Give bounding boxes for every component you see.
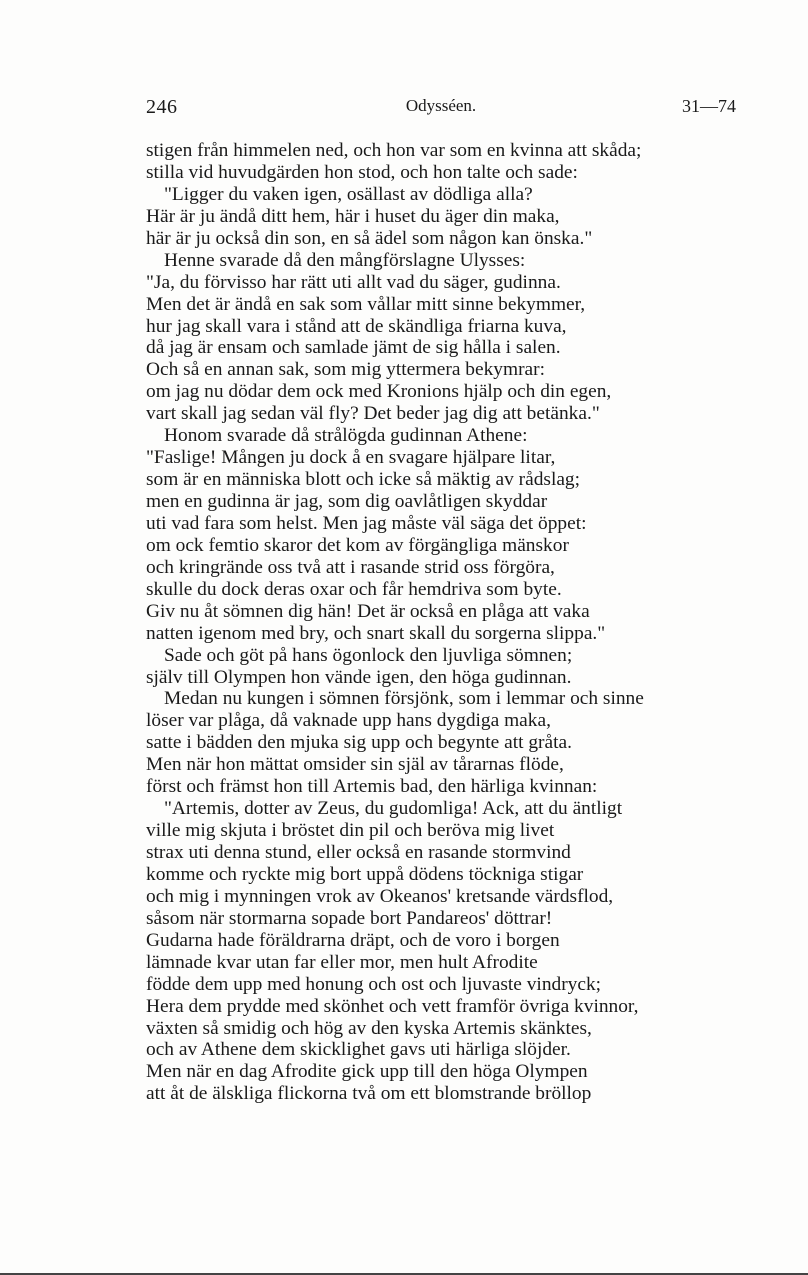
verse-line: här är ju också din son, en så ädel som någon kan önska.": [146, 227, 593, 249]
verse-text: [146, 140, 746, 1105]
verse-line: natten igenom med bry, och snart skall du sorgerna slippa.": [146, 622, 606, 644]
verse-line: Och så en annan sak, som mig yttermera bekymrar:: [146, 359, 545, 381]
verse-line: Men när hon mättat omsider sin själ av tårarnas flöde,: [146, 754, 564, 776]
verse-line: uti vad fara som helst. Men jag måste väl säga det öppet:: [146, 512, 587, 534]
verse-line: komme och ryckte mig bort uppå dödens töckniga stigar: [146, 863, 584, 885]
verse-line: Hera dem prydde med skönhet och vett framför övriga kvinnor,: [146, 995, 639, 1017]
verse-line: Sade och göt på hans ögonlock den ljuvliga sömnen;: [164, 644, 573, 666]
verse-line: stigen från himmelen ned, och hon var som en kvinna att skåda;: [146, 140, 642, 161]
verse-line: lämnade kvar utan far eller mor, men hult Afrodite: [146, 951, 538, 973]
verse-line: "Artemis, dotter av Zeus, du gudomliga! Ack, att du äntligt: [164, 798, 623, 820]
verse-line: då jag är ensam och samlade jämt de sig hålla i salen.: [146, 337, 561, 359]
running-head: [146, 96, 736, 122]
verse-line: stilla vid huvudgärden hon stod, och hon talte och sade:: [146, 161, 578, 183]
verse-line: och kringrände oss två att i rasande strid oss förgöra,: [146, 556, 555, 578]
verse-line: om jag nu dödar dem ock med Kronions hjälp och din egen,: [146, 381, 612, 403]
verse-line: hur jag skall vara i stånd att de skändliga friarna kuva,: [146, 315, 567, 337]
verse-line: skulle du dock deras oxar och får hemdriva som byte.: [146, 578, 562, 600]
verse-line: "Ja, du förvisso har rätt uti allt vad du säger, gudinna.: [146, 271, 561, 293]
verse-line: Men när en dag Afrodite gick upp till den höga Olympen: [146, 1061, 588, 1083]
verse-line: satte i bädden den mjuka sig upp och begynte att gråta.: [146, 732, 572, 754]
verse-line: och mig i mynningen vrok av Okeanos' kretsande värdsflod,: [146, 885, 614, 907]
verse-line: först och främst hon till Artemis bad, den härliga kvinnan:: [146, 776, 598, 798]
verse-line: om ock femtio skaror det kom av förgängliga mänskor: [146, 534, 569, 556]
verse-line: vart skall jag sedan väl fly? Det beder jag dig att betänka.": [146, 403, 600, 425]
line-range: 31—74: [682, 96, 736, 116]
verse-line: "Faslige! Mången ju dock å en svagare hjälpare litar,: [146, 447, 556, 469]
verse-line: födde dem upp med honung och ost och ljuvaste vindryck;: [146, 973, 602, 995]
verse-line: Henne svarade då den mångförslagne Ulysses:: [164, 249, 526, 271]
verse-line: "Ligger du vaken igen, osällast av dödliga alla?: [164, 183, 533, 205]
running-title: Odysséen.: [405, 96, 477, 115]
verse-line: som är en människa blott och icke så mäktig av rådslag;: [146, 469, 581, 491]
verse-line: såsom när stormarna sopade bort Pandareos' döttrar!: [146, 907, 553, 929]
verse-line: växten så smidig och hög av den kyska Artemis skänktes,: [146, 1017, 592, 1039]
verse-line: löser var plåga, då vaknade upp hans dygdiga maka,: [146, 710, 551, 732]
verse-line: Medan nu kungen i sömnen försjönk, som i lemmar och sinne: [164, 688, 644, 710]
verse-line: Här är ju ändå ditt hem, här i huset du äger din maka,: [146, 205, 560, 227]
verse-line: men en gudinna är jag, som dig oavlåtligen skyddar: [146, 491, 548, 512]
verse-line: Giv nu åt sömnen dig hän! Det är också en plåga att vaka: [146, 600, 590, 622]
verse-line: ville mig skjuta i bröstet din pil och beröva mig livet: [146, 820, 555, 842]
page-number: 246: [146, 96, 178, 118]
verse-line: Honom svarade då strålögda gudinnan Athene:: [164, 425, 528, 447]
verse-line: själv till Olympen hon vände igen, den höga gudinnan.: [146, 666, 572, 688]
verse-line: och av Athene dem skicklighet gavs uti härliga slöjder.: [146, 1039, 571, 1061]
verse-line: Men det är ändå en sak som vållar mitt sinne bekymmer,: [146, 293, 586, 315]
verse-line: Gudarna hade föräldrarna dräpt, och de voro i borgen: [146, 929, 560, 951]
verse-line: att åt de älskliga flickorna två om ett blomstrande bröllop: [146, 1083, 592, 1105]
verse-line: strax uti denna stund, eller också en rasande stormvind: [146, 842, 571, 863]
